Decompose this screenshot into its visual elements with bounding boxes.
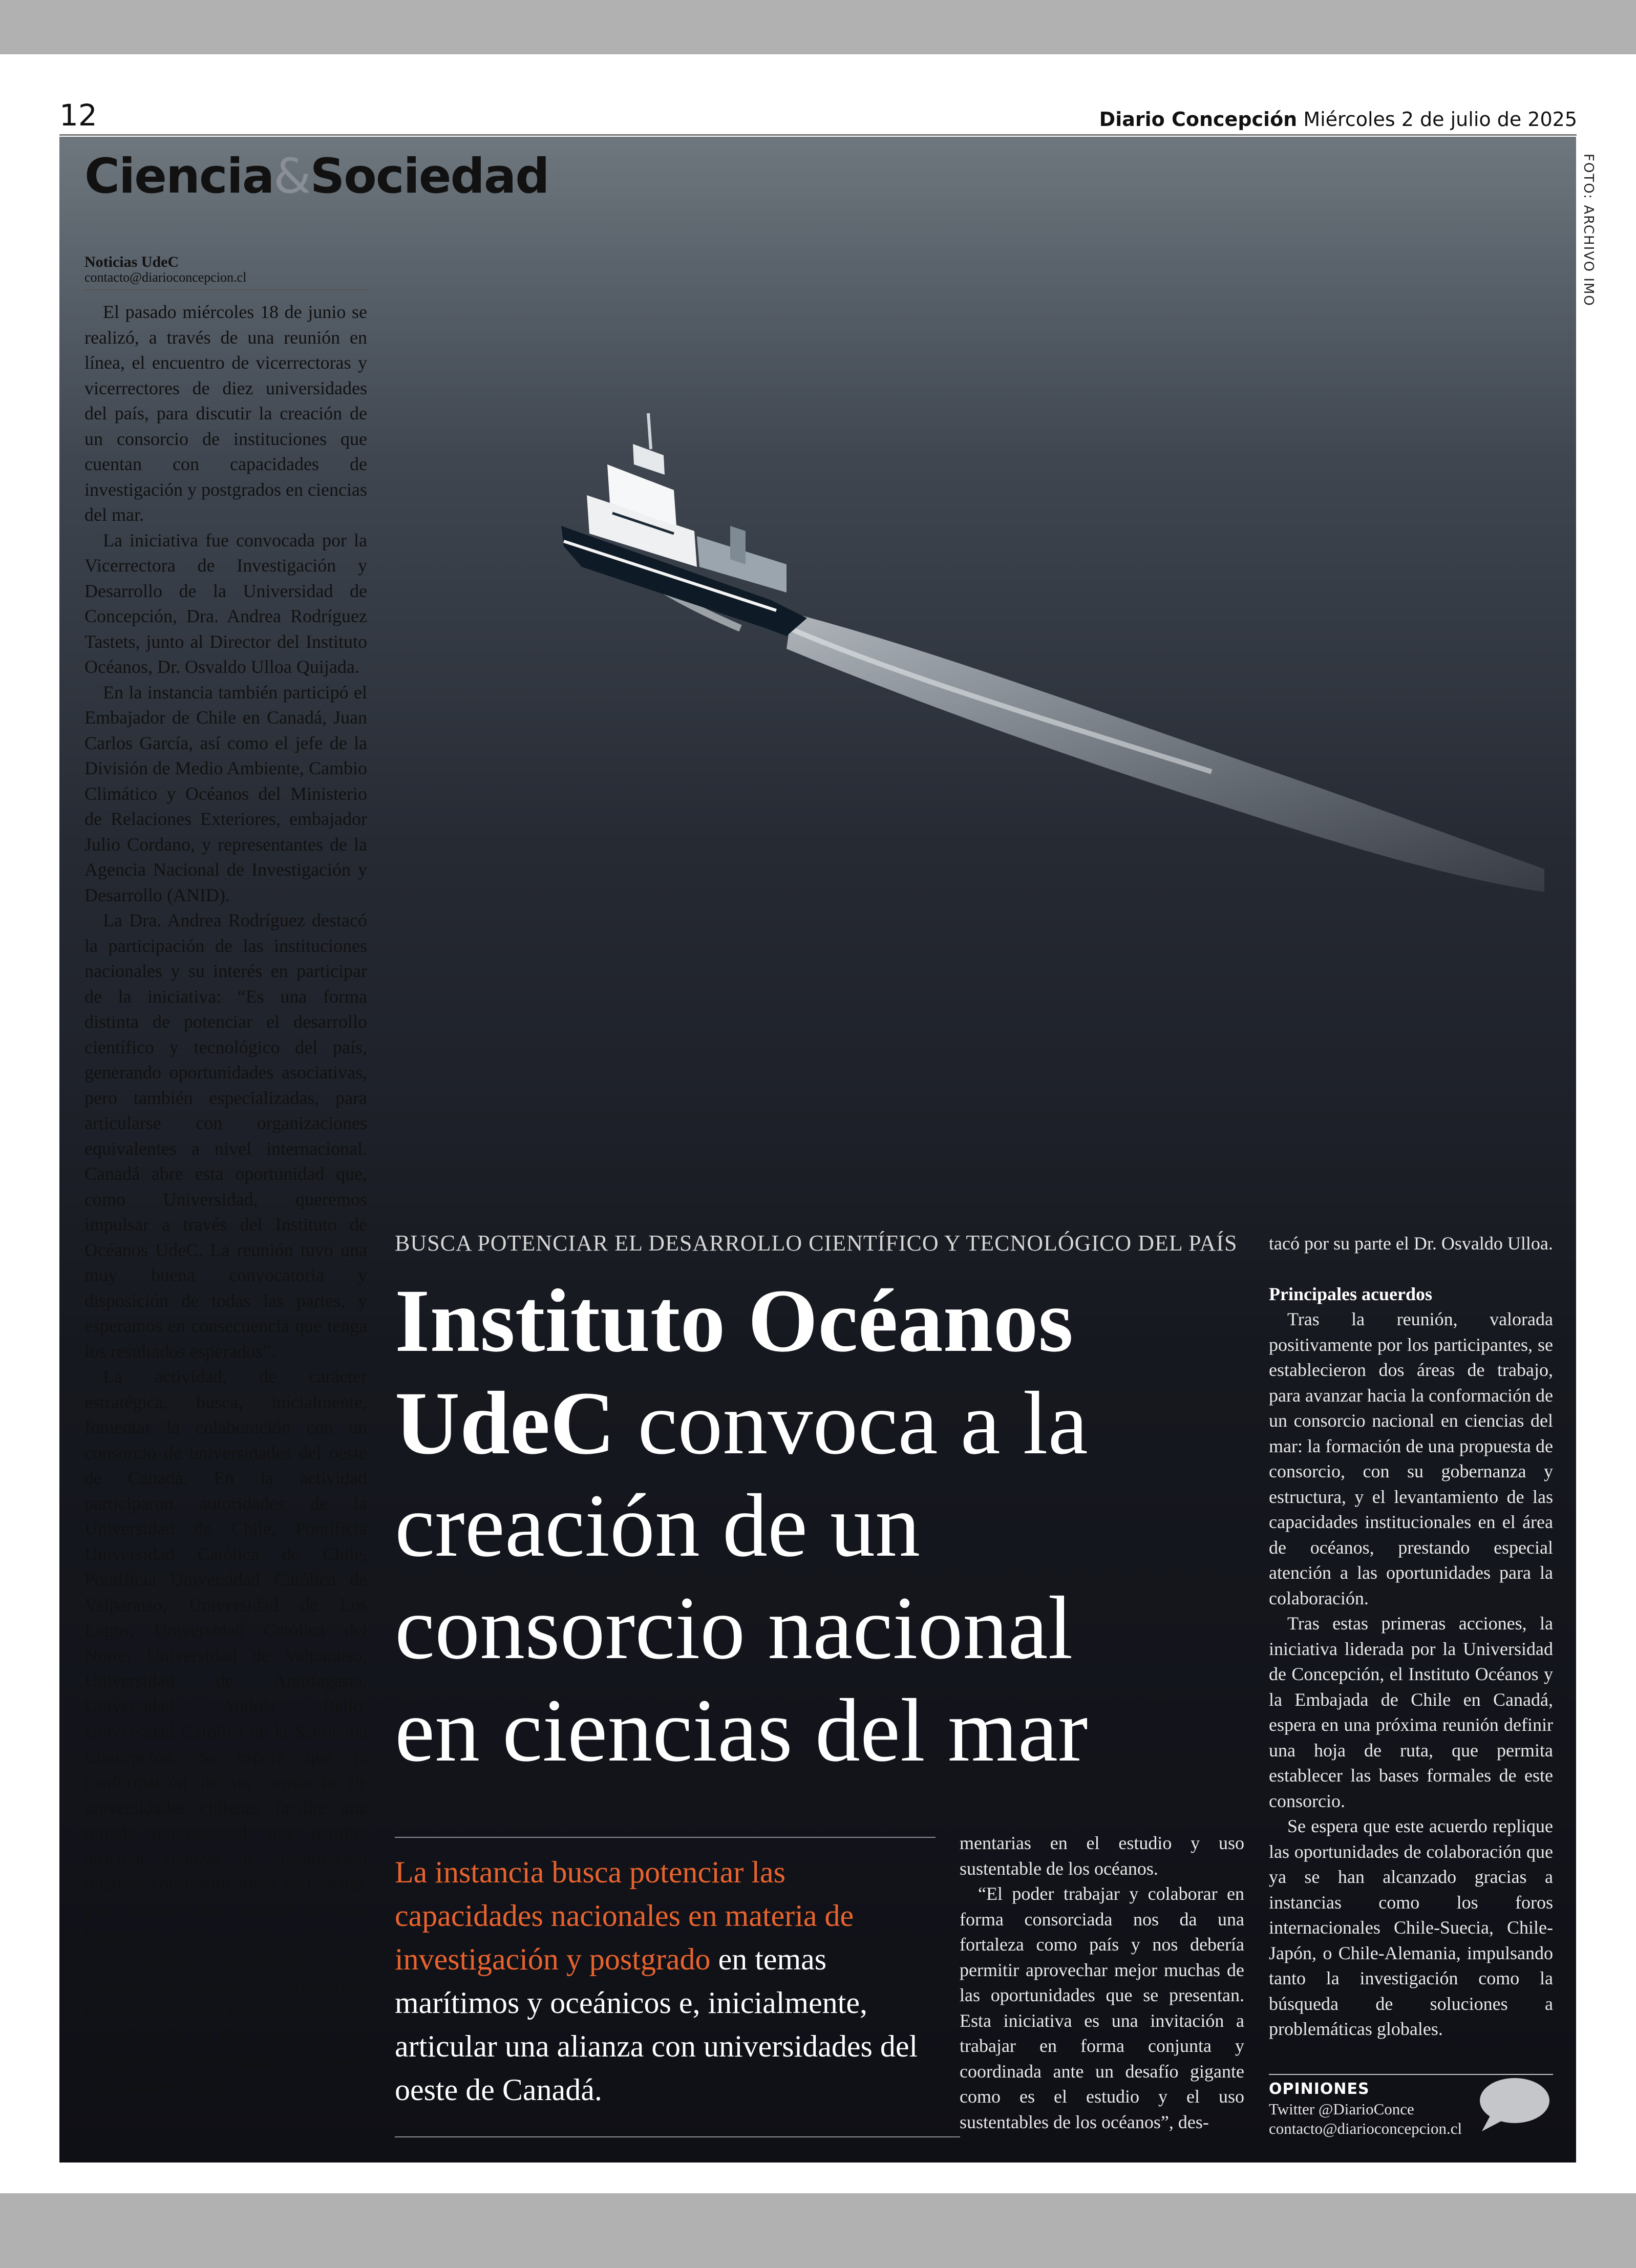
paragraph: El pasado miércoles 18 de junio se realizó, a través de una reunión en línea, el encuentro de vicerrectoras y vicerrectores de diez universidades del país, para discutir la creación de un consorcio de instituciones que cuentan con capacidades de investigación y postgrados en ciencias del mar. bbox=[84, 302, 367, 525]
opinion-box bbox=[1269, 2079, 1484, 2138]
paragraph-continued: mentarias en el estudio y uso sustentable de los océanos. bbox=[960, 1833, 1244, 1879]
opinion-title: OPINIONES bbox=[1269, 2080, 1370, 2098]
photo-credit: FOTO: ARCHIVO IMO bbox=[1581, 154, 1596, 307]
page-number: 12 bbox=[59, 98, 97, 133]
deck-rule-bottom bbox=[395, 2136, 960, 2137]
headline: Instituto Océanos UdeC convoca a la creación de un consorcio nacional en ciencias del mar bbox=[395, 1271, 1088, 1781]
section-title: Ciencia&Sociedad bbox=[84, 149, 549, 204]
deck bbox=[395, 1851, 936, 2112]
paragraph: Se espera que este acuerdo replique las oportunidades de colaboración que ya se han alcanzado gracias a instancias como los foros internacionales Chile-Suecia, Chile-Japón, o Chile-Alemania, impulsando tanto la investigación como la búsqueda de soluciones a problemáticas globales. bbox=[1269, 1816, 1553, 2039]
deck-highlight: La instancia busca potenciar las capacidades nacionales en materia de investigación y postgrado bbox=[395, 1855, 854, 1976]
bottom-gray-band bbox=[0, 2193, 1636, 2268]
paragraph: Tras la reunión, valorada positivamente por los participantes, se establecieron dos áreas de trabajo, para avanzar hacia la conformación de un consorcio nacional en ciencias del mar: la formación de una propuesta de consorcio, con su gobernanza y estructura, y el levantamiento de las capacidades institucionales en el área de océanos, prestando especial atención a las oportunidades para la colaboración. bbox=[1269, 1309, 1553, 1608]
paragraph: En la instancia también participó el Embajador de Chile en Canadá, Juan Carlos García, así como el jefe de la División de Medio Ambiente, Cambio Climático y Océanos del Ministerio de Relaciones Exteriores, embajador Julio Cordano, y representantes de la Agencia Nacional de Investigación y Desarrollo (ANID). bbox=[84, 682, 367, 905]
deck-text: en temas marítimos y oceánicos e, inicialmente, articular una alianza con universidades del oeste de Canadá. bbox=[395, 1942, 918, 2107]
paragraph: “El poder trabajar y colaborar en forma consorciada nos da una fortaleza como país y nos debería permitir aprovechar mejor muchas de las oportunidades que se presentan. Esta iniciativa es una invitación a trabajar en forma conjunta y coordinada ante un desafío gigante como es el estudio y el uso sustentables de los océanos”, des- bbox=[960, 1883, 1244, 2132]
byline bbox=[84, 255, 367, 290]
section-ampersand: & bbox=[273, 149, 310, 204]
subhead: Principales acuerdos bbox=[1269, 1283, 1432, 1304]
opinion-twitter[interactable]: Twitter @DiarioConce bbox=[1269, 2100, 1414, 2118]
paragraph: La actividad, de carácter estratégica, busca, inicialmente, fomentar la colaboración con un consorcio de universidades del oeste de Canadá. En la actividad participaron autoridades de la Universidad de Chile, Pontificia Universidad Católica de Chile, Pontificia Universidad Católica de Valparaíso, Universidad de Los Lagos, Universidad Católica del Norte, Universidad de Valparaíso, Universidad de Antofagasta, Universidad Andrés Bello, Universidad Católica de la Santísima Concepción. Se espera que la conformación de un consorcio de universidades chilenas facilite una mirada internacional, que permita articular alianzas de colaboración bilateral con instituciones en Canadá, pero también más adelante de otras latitudes. bbox=[84, 1366, 367, 1944]
paragraph-continued: tacó por su parte el Dr. Osvaldo Ulloa. bbox=[1269, 1233, 1553, 1254]
article-column-1 bbox=[84, 300, 367, 2100]
header-rule bbox=[59, 134, 1577, 136]
opinion-email[interactable]: contacto@diarioconcepcion.cl bbox=[1269, 2119, 1462, 2137]
byline-email: contacto@diarioconcepcion.cl bbox=[84, 270, 247, 285]
paragraph: La Dra. Andrea Rodríguez destacó la participación de las instituciones nacionales y su interés en participar de la iniciativa: “Es una forma distinta de potenciar el desarrollo científico y tecnológico del país, generando oportunidades asociativas, pero también especializadas, para articularse con organizaciones equivalentes a nivel internacional. Canadá abre esta oportunidad que, como Universidad, queremos impulsar a través del Instituto de Océanos UdeC. La reunión tuvo una muy buena convocatoria y disposición de todas las partes, y esperamos en consecuencia que tenga los resultados esperados”. bbox=[84, 910, 367, 1362]
byline-author: Noticias UdeC bbox=[84, 253, 179, 270]
article-column-4 bbox=[1269, 1231, 1553, 2042]
deck-rule-top bbox=[395, 1837, 936, 1838]
paragraph: La iniciativa fue convocada por la Vicerrectora de Investigación y Desarrollo de la Universidad de Concepción, Dra. Andrea Rodríguez Tastets, junto al Director del Instituto Océanos, Dr. Osvaldo Ulloa Quijada. bbox=[84, 529, 367, 677]
opinion-rule bbox=[1269, 2074, 1553, 2075]
article-column-3 bbox=[960, 1831, 1244, 2135]
newspaper-name: Diario Concepción bbox=[1099, 108, 1298, 131]
issue-date: Miércoles 2 de julio de 2025 bbox=[1303, 108, 1577, 131]
speech-bubble-icon bbox=[1479, 2076, 1550, 2133]
top-gray-band bbox=[0, 0, 1636, 54]
masthead bbox=[1099, 107, 1577, 132]
kicker: BUSCA POTENCIAR EL DESARROLLO CIENTÍFICO Y TECNOLÓGICO DEL PAÍS bbox=[395, 1231, 1238, 1256]
paragraph: El trabajo coordinado entre instituciones chilenas y canadienses es bien ponderado, pues potenciaría la investigación en dos territorios que comparten características y poseen capacidades comple- bbox=[84, 1949, 367, 2096]
paragraph: Tras estas primeras acciones, la iniciativa liderada por la Universidad de Concepción, el Instituto Océanos y la Embajada de Chile en Canadá, espera en una próxima reunión definir una hoja de ruta, que permita establecer las bases formales de este consorcio. bbox=[1269, 1613, 1553, 1811]
